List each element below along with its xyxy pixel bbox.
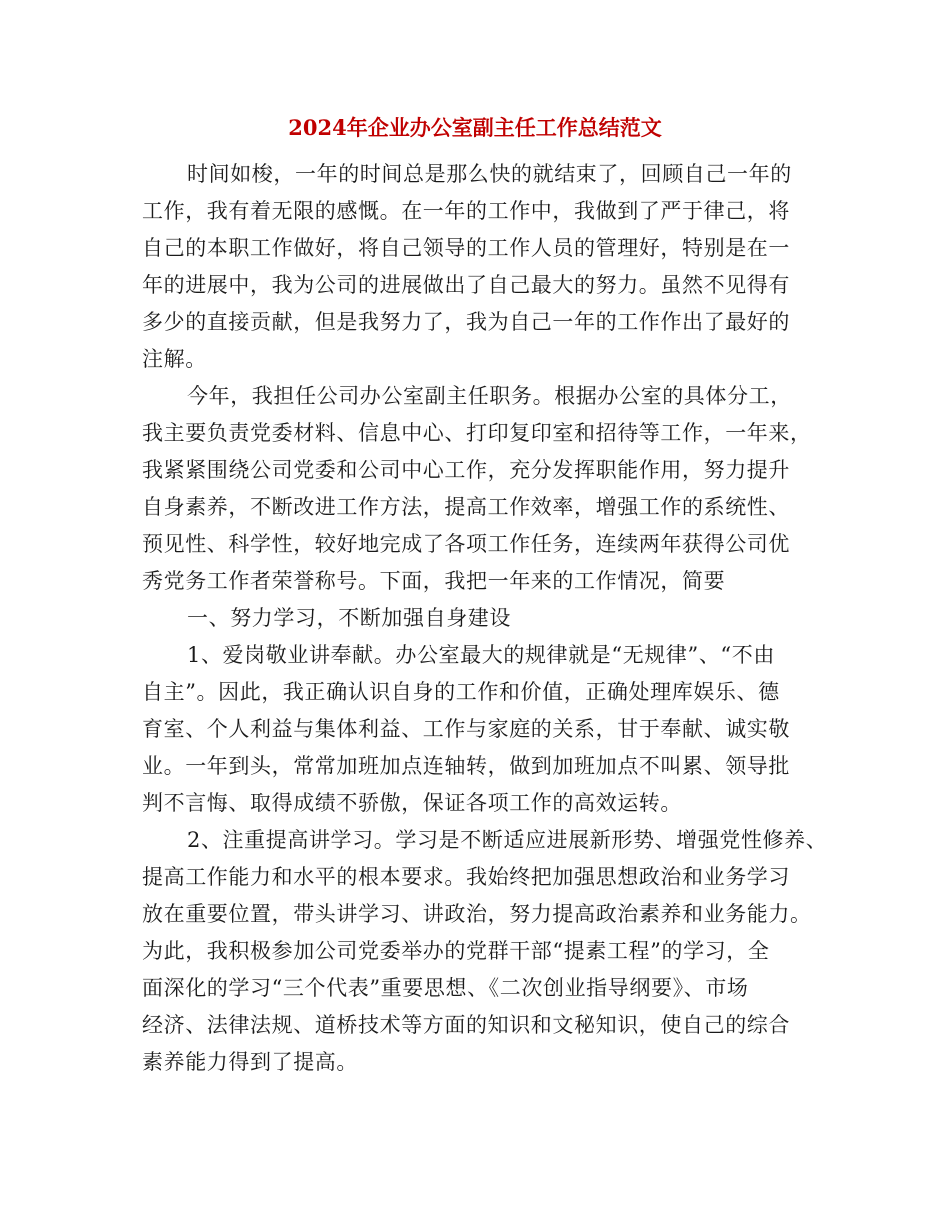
- paragraph-line: 经济、法律法规、道桥技术等方面的知识和文秘知识，使自己的综合: [142, 1013, 790, 1037]
- paragraph-line: 秀党务工作者荣誉称号。下面，我把一年来的工作情况，简要: [142, 569, 726, 593]
- paragraph-line: 业。一年到头，常常加班加点连轴转，做到加班加点不叫累、领导批: [142, 754, 790, 778]
- paragraph-line: 育室、个人利益与集体利益、工作与家庭的关系，甘于奉献、诚实敬: [142, 717, 790, 741]
- paragraph-line: 预见性、科学性，较好地完成了各项工作任务，连续两年获得公司优: [142, 532, 790, 556]
- paragraph-line: 2、注重提高讲学习。学习是不断适应进展新形势、增强党性修养、: [187, 828, 828, 852]
- paragraph-line: 提高工作能力和水平的根本要求。我始终把加强思想政治和业务学习: [142, 865, 790, 889]
- paragraph-line: 今年，我担任公司办公室副主任职务。根据办公室的具体分工，: [187, 384, 792, 408]
- paragraph-line: 我紧紧围绕公司党委和公司中心工作，充分发挥职能作用，努力提升: [142, 458, 790, 482]
- paragraph-line: 年的进展中，我为公司的进展做出了自己最大的努力。虽然不见得有: [142, 273, 790, 297]
- paragraph-line: 放在重要位置，带头讲学习、讲政治，努力提高政治素养和业务能力。: [142, 902, 812, 926]
- paragraph-line: 工作，我有着无限的感慨。在一年的工作中，我做到了严于律己，将: [142, 199, 790, 223]
- section-heading: 一、努力学习，不断加强自身建设: [187, 606, 511, 630]
- paragraph-line: 面深化的学习“三个代表”重要思想、《二次创业指导纲要》、市场: [142, 976, 749, 1000]
- paragraph-line: 注解。: [142, 347, 207, 371]
- paragraph-line: 我主要负责党委材料、信息中心、打印复印室和招待等工作，一年来，: [142, 421, 812, 445]
- paragraph-line: 自身素养，不断改进工作方法，提高工作效率，增强工作的系统性、: [142, 495, 790, 519]
- paragraph-line: 为此，我积极参加公司党委举办的党群干部“提素工程”的学习，全: [142, 939, 770, 963]
- paragraph-line: 自己的本职工作做好，将自己领导的工作人员的管理好，特别是在一: [142, 236, 790, 260]
- paragraph-line: 1、爱岗敬业讲奉献。办公室最大的规律就是“无规律”、“不由: [187, 643, 775, 667]
- document-title: 2024年企业办公室副主任工作总结范文: [288, 115, 662, 140]
- paragraph-line: 多少的直接贡献，但是我努力了，我为自己一年的工作作出了最好的: [142, 310, 790, 334]
- paragraph-line: 自主”。因此，我正确认识自身的工作和价值，正确处理库娱乐、德: [142, 680, 780, 704]
- paragraph-line: 素养能力得到了提高。: [142, 1050, 358, 1074]
- paragraph-line: 时间如梭，一年的时间总是那么快的就结束了，回顾自己一年的: [187, 162, 792, 186]
- paragraph-line: 判不言悔、取得成绩不骄傲，保证各项工作的高效运转。: [142, 791, 682, 815]
